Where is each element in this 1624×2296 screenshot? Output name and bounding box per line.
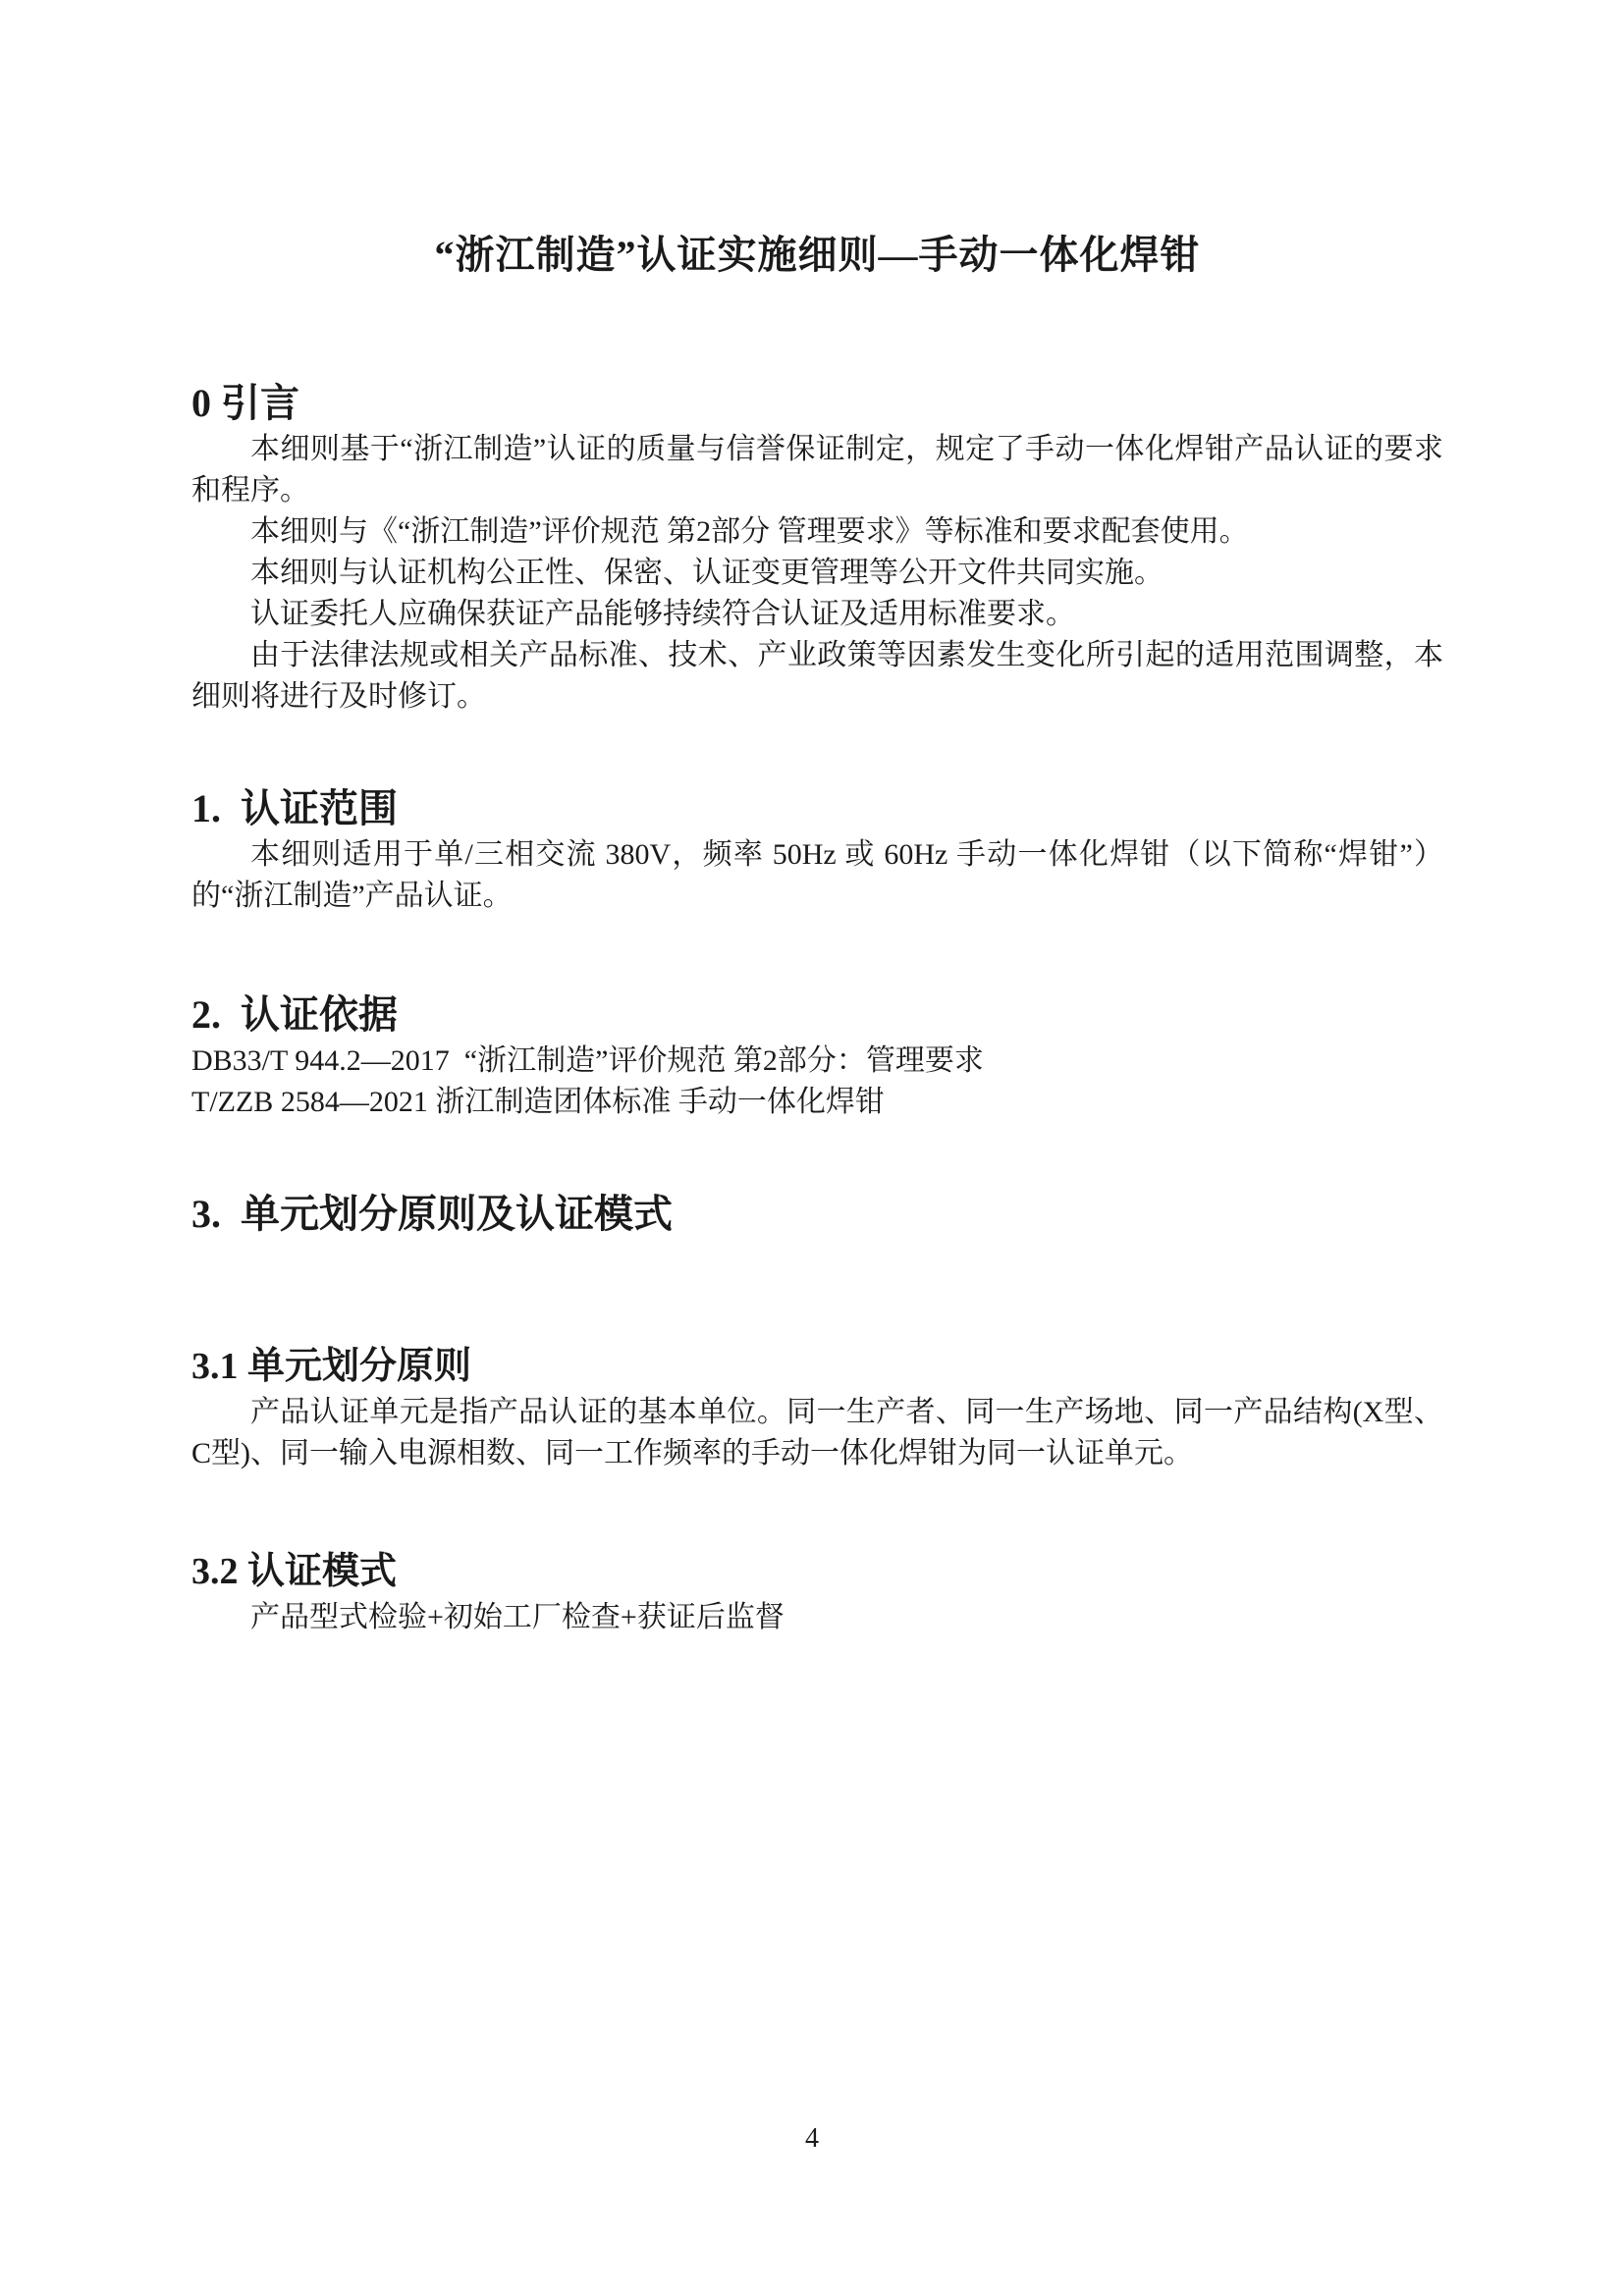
unit-division-paragraph: 产品认证单元是指产品认证的基本单位。同一生产者、同一生产场地、同一产品结构(X型、C型)、同一输入电源相数、同一工作频率的手动一体化焊钳为同一认证单元。 [191, 1396, 1443, 1469]
certification-mode-paragraph: 产品型式检验+初始工厂检查+获证后监督 [250, 1601, 785, 1633]
subsection-heading-unit-division: 3.1 单元划分原则 [191, 1346, 472, 1387]
page-number: 4 [805, 2123, 819, 2154]
section-heading-basis: 2. 认证依据 [191, 992, 398, 1037]
section-heading-unit: 3. 单元划分原则及认证模式 [191, 1192, 673, 1236]
basis-standard-2: T/ZZB 2584—2021 浙江制造团体标准 手动一体化焊钳 [191, 1086, 885, 1118]
basis-standard-1: DB33/T 944.2—2017 “浙江制造”评价规范 第2部分：管理要求 [191, 1044, 984, 1077]
intro-paragraph-5: 由于法律法规或相关产品标准、技术、产业政策等因素发生变化所引起的适用范围调整，本细则将进行及时修订。 [191, 639, 1443, 713]
subsection-heading-certification-mode: 3.2 认证模式 [191, 1551, 398, 1592]
scope-paragraph-1: 本细则适用于单/三相交流 380V，频率 50Hz 或 60Hz 手动一体化焊钳（以下简称“焊钳”）的“浙江制造”产品认证。 [191, 838, 1443, 912]
section-heading-scope: 1. 认证范围 [191, 786, 398, 830]
section-heading-intro: 0 引言 [191, 381, 299, 425]
intro-paragraph-4: 认证委托人应确保获证产品能够持续符合认证及适用标准要求。 [250, 598, 1075, 630]
document-title: “浙江制造”认证实施细则—手动一体化焊钳 [434, 233, 1201, 277]
intro-paragraph-2: 本细则与《“浙江制造”评价规范 第2部分 管理要求》等标准和要求配套使用。 [250, 515, 1249, 548]
intro-paragraph-3: 本细则与认证机构公正性、保密、认证变更管理等公开文件共同实施。 [250, 557, 1164, 589]
intro-paragraph-1: 本细则基于“浙江制造”认证的质量与信誉保证制定，规定了手动一体化焊钳产品认证的要求和程序。 [191, 433, 1443, 507]
